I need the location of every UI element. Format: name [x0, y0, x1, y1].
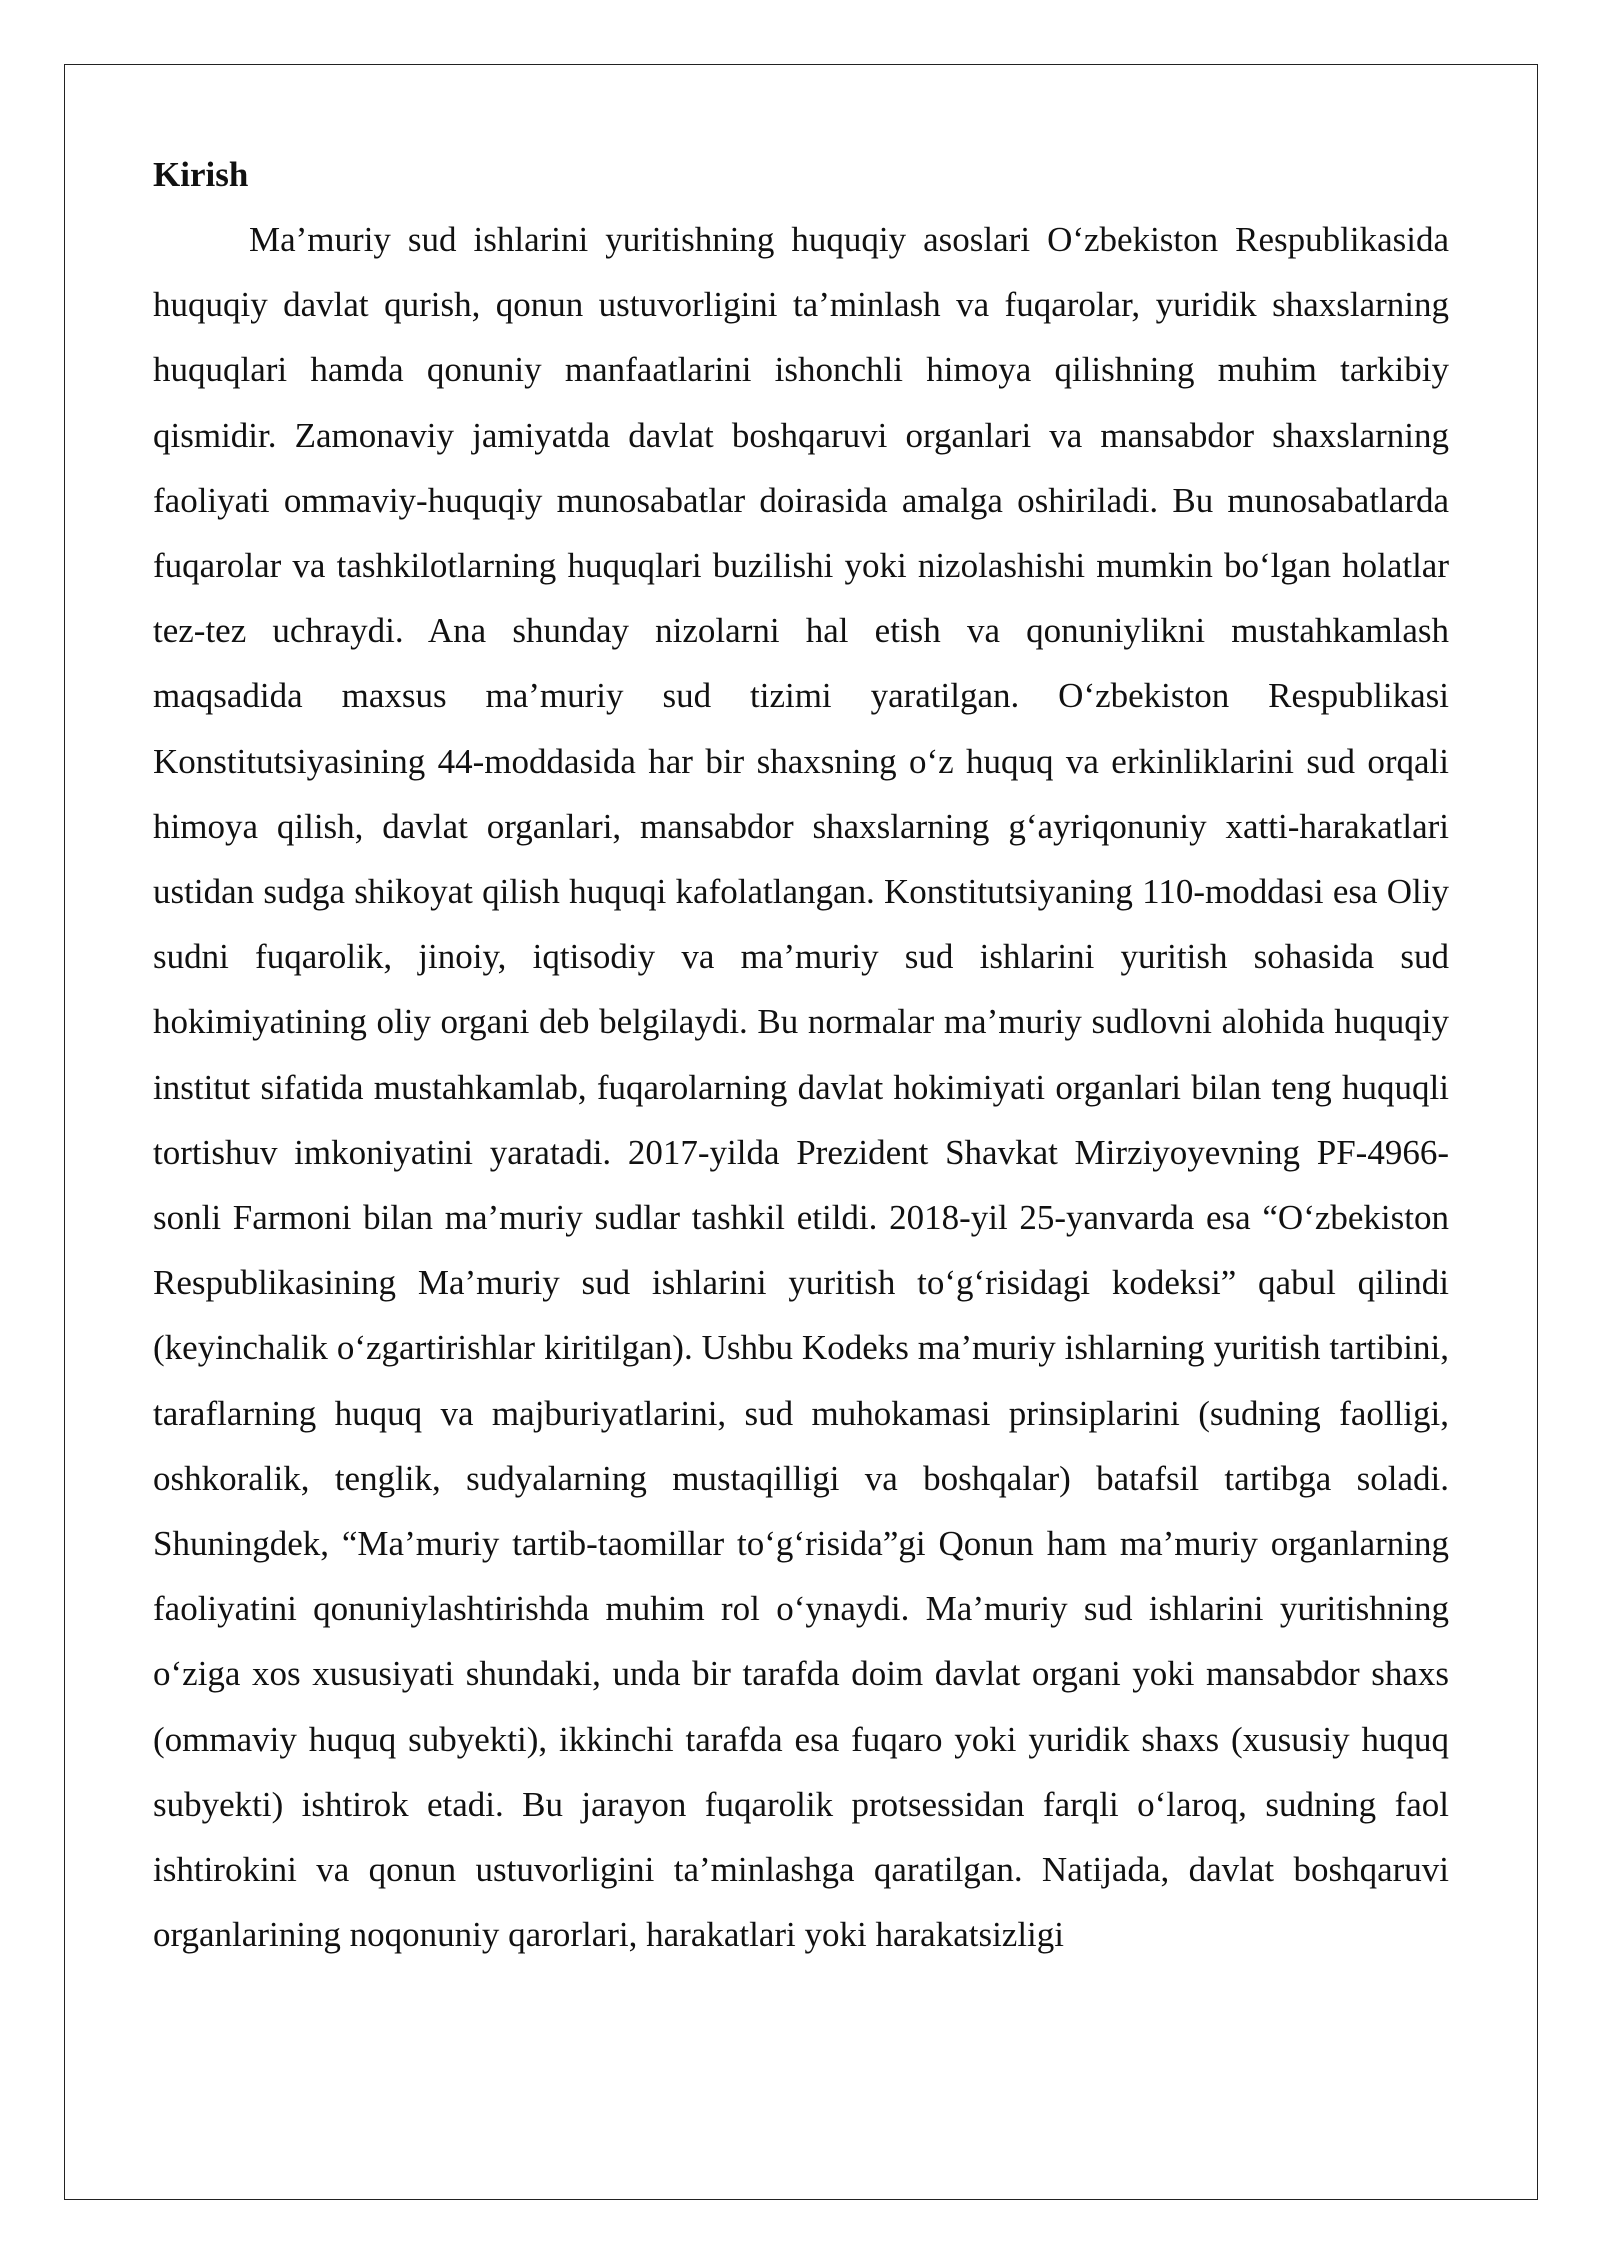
section-heading: Kirish: [153, 155, 249, 194]
document-body: [153, 142, 1449, 1967]
body-paragraph: Ma’muriy sud ishlarini yuritishning huquqiy asoslari O‘zbekiston Respublikasida huquqiy davlat qurish, qonun ustuvorligini ta’minlash va fuqarolar, yuridik shaxslarning huquqlari hamda qonuniy manfaatlarini ishonchli himoya qilishning muhim tarkibiy qismidir. Zamonaviy jamiyatda davlat boshqaruvi organlari va mansabdor shaxslarning faoliyati ommaviy-huquqiy munosabatlar doirasida amalga oshiriladi. Bu munosabatlarda fuqarolar va tashkilotlarning huquqlari buzilishi yoki nizolashishi mumkin bo‘lgan holatlar tez-tez uchraydi. Ana shunday nizolarni hal etish va qonuniylikni mustahkamlash maqsadida maxsus ma’muriy sud tizimi yaratilgan. O‘zbekiston Respublikasi Konstitutsiyasining 44-moddasida har bir shaxsning o‘z huquq va erkinliklarini sud orqali himoya qilish, davlat organlari, mansabdor shaxslarning g‘ayriqonuniy xatti-harakatlari ustidan sudga shikoyat qilish huquqi kafolatlangan. Konstitutsiyaning 110-moddasi esa Oliy sudni fuqarolik, jinoiy, iqtisodiy va ma’muriy sud ishlarini yuritish sohasida sud hokimiyatining oliy organi deb belgilaydi. Bu normalar ma’muriy sudlovni alohida huquqiy institut sifatida mustahkamlab, fuqarolarning davlat hokimiyati organlari bilan teng huquqli tortishuv imkoniyatini yaratadi. 2017-yilda Prezident Shavkat Mirziyoyevning PF-4966-sonli Farmoni bilan ma’muriy sudlar tashkil etildi. 2018-yil 25-yanvarda esa “O‘zbekiston Respublikasining Ma’muriy sud ishlarini yuritish to‘g‘risidagi kodeksi” qabul qilindi (keyinchalik o‘zgartirishlar kiritilgan). Ushbu Kodeks ma’muriy ishlarning yuritish tartibini, taraflarning huquq va majburiyatlarini, sud muhokamasi prinsiplarini (sudning faolligi, oshkoralik, tenglik, sudyalarning mustaqilligi va boshqalar) batafsil tartibga soladi. Shuningdek, “Ma’muriy tartib-taomillar to‘g‘risida”gi Qonun ham ma’muriy organlarning faoliyatini qonuniylashtirishda muhim rol o‘ynaydi. Ma’muriy sud ishlarini yuritishning o‘ziga xos xususiyati shundaki, unda bir tarafda doim davlat organi yoki mansabdor shaxs (ommaviy huquq subyekti), ikkinchi tarafda esa fuqaro yoki yuridik shaxs (xususiy huquq subyekti) ishtirok etadi. Bu jarayon fuqarolik protsessidan farqli o‘laroq, sudning faol ishtirokini va qonun ustuvorligini ta’minlashga qaratilgan. Natijada, davlat boshqaruvi organlarining noqonuniy qarorlari, harakatlari yoki harakatsizligi: [153, 220, 1449, 1955]
